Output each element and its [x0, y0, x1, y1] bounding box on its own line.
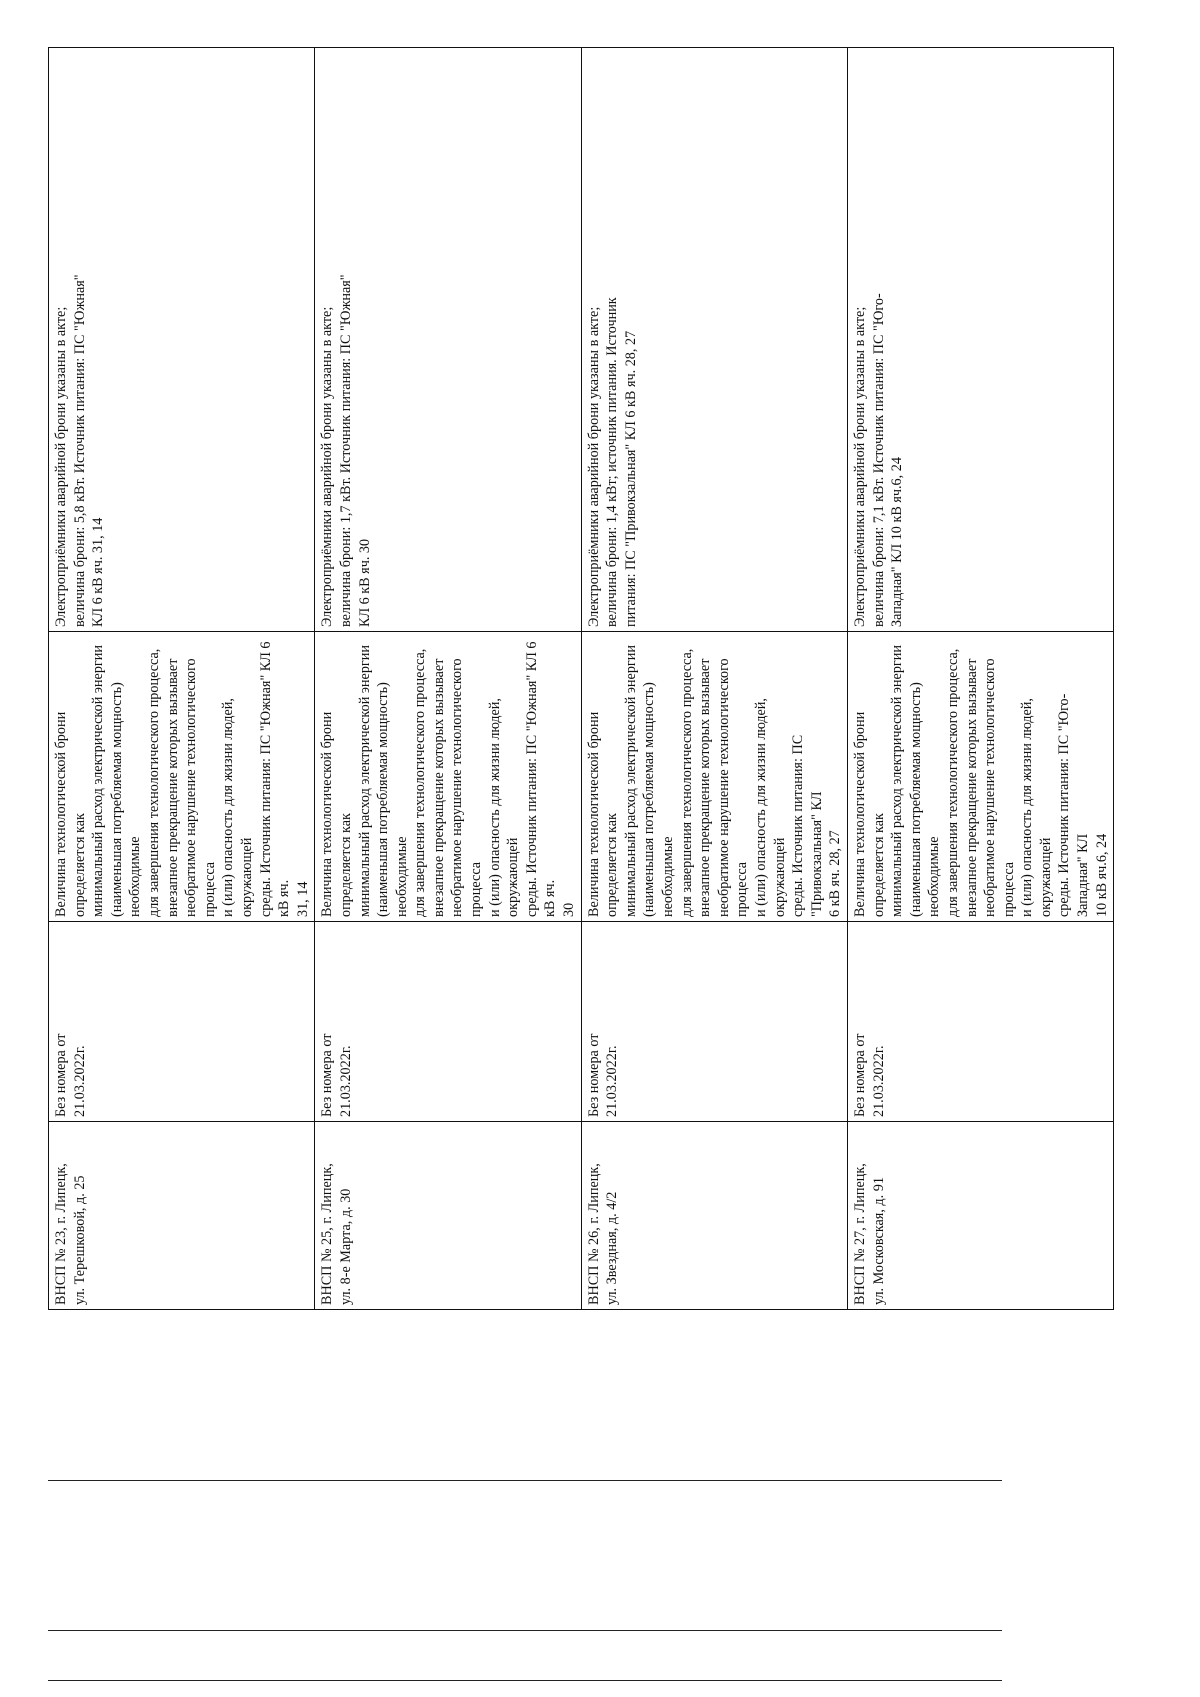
- horizontal-rule: [48, 1680, 1002, 1681]
- object-cell: ВНСП № 27, г. Липецк, ул. Московская, д. 91: [847, 1122, 1113, 1310]
- emergency-reserve-cell: Электроприёмники аварийной брони указаны в акте; величина брони: 1,7 кВт. Источник питания: ПС "Южная" КЛ 6 кВ яч. 30: [315, 48, 581, 632]
- emergency-reserve-cell: Электроприёмники аварийной брони указаны в акте; величина брони: 5,8 кВт. Источник питания: ПС "Южная" КЛ 6 кВ яч. 31, 14: [49, 48, 315, 632]
- tech-reserve-cell: Величина технологической брони определяется как минимальный расход электрической энергии (наименьшая потребляемая мощность) необходимые для завершения технологического процесса, внезапное прекращение которых вызывает необратимое нарушение технологического процесса и (или) опасность для жизни людей, окружающей среды. Источник питания: ПС "Привокзальная" КЛ 6 кВ яч. 28, 27: [581, 632, 847, 922]
- table-row: [315, 48, 581, 1310]
- object-cell: ВНСП № 25, г. Липецк, ул. 8-е Марта, д. 30: [315, 1122, 581, 1310]
- act-cell: Без номера от 21.03.2022г.: [847, 922, 1113, 1122]
- object-cell: ВНСП № 26, г. Липецк, ул. Звездная, д. 4/2: [581, 1122, 847, 1310]
- table-row: [581, 48, 847, 1310]
- act-cell: Без номера от 21.03.2022г.: [581, 922, 847, 1122]
- object-cell: ВНСП № 23, г. Липецк, ул. Терешковой, д. 25: [49, 1122, 315, 1310]
- horizontal-rule: [48, 1480, 1002, 1481]
- rotated-table-wrapper: [48, 48, 1110, 1310]
- table-row: [847, 48, 1113, 1310]
- emergency-reserve-cell: Электроприёмники аварийной брони указаны в акте; величина брони: 1,4 кВт; источник питания. Источник питания: ПС "Привокзальная" КЛ 6 кВ яч. 28, 27: [581, 48, 847, 632]
- tech-reserve-cell: Величина технологической брони определяется как минимальный расход электрической энергии (наименьшая потребляемая мощность) необходимые для завершения технологического процесса, внезапное прекращение которых вызывает необратимое нарушение технологического процесса и (или) опасность для жизни людей, окружающей среды. Источник питания: ПС "Южная" КЛ 6 кВ яч. 30: [315, 632, 581, 922]
- tech-reserve-cell: Величина технологической брони определяется как минимальный расход электрической энергии (наименьшая потребляемая мощность) необходимые для завершения технологического процесса, внезапное прекращение которых вызывает необратимое нарушение технологического процесса и (или) опасность для жизни людей, окружающей среды. Источник питания: ПС "Южная" КЛ 6 кВ яч. 31, 14: [49, 632, 315, 922]
- tech-reserve-cell: Величина технологической брони определяется как минимальный расход электрической энергии (наименьшая потребляемая мощность) необходимые для завершения технологического процесса, внезапное прекращение которых вызывает необратимое нарушение технологического процесса и (или) опасность для жизни людей, окружающей среды. Источник питания: ПС "Юго-Западная" КЛ 10 кВ яч.6, 24: [847, 632, 1113, 922]
- act-cell: Без номера от 21.03.2022г.: [49, 922, 315, 1122]
- reserve-table: [48, 47, 1114, 1310]
- act-cell: Без номера от 21.03.2022г.: [315, 922, 581, 1122]
- horizontal-rule: [48, 1630, 1002, 1631]
- emergency-reserve-cell: Электроприёмники аварийной брони указаны в акте; величина брони: 7,1 кВт. Источник питания: ПС "Юго- Западная" КЛ 10 кВ яч.6, 24: [847, 48, 1113, 632]
- table-row: [49, 48, 315, 1310]
